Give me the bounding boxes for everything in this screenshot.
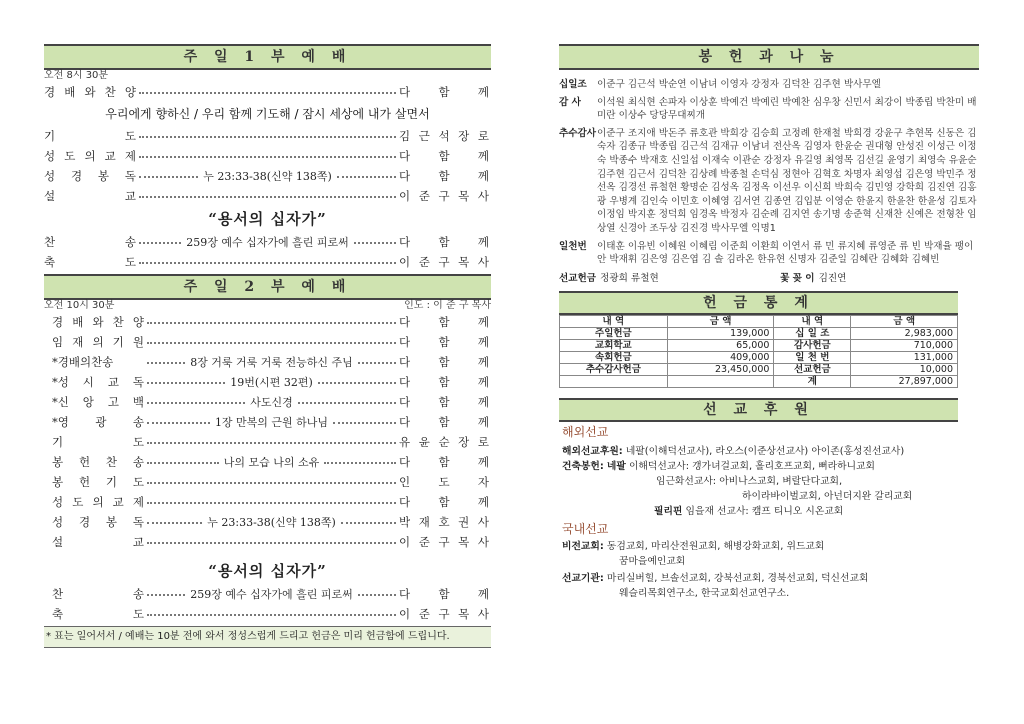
dot-leader: [147, 342, 396, 344]
offering-entry: [559, 78, 979, 92]
order-row: [52, 472, 491, 492]
offering-category: 십일조: [559, 79, 587, 90]
dot-leader: [337, 176, 396, 178]
order-row: [44, 82, 491, 102]
stats-cell: 65,000: [667, 339, 774, 351]
dot-leader: [147, 382, 225, 384]
stats-row: [560, 327, 958, 339]
order-label: 경 배 와 찬 양: [52, 315, 144, 329]
overseas-mission-heading: 해외선교: [562, 424, 609, 439]
order-row: [44, 146, 491, 166]
offering-header: 봉 헌 과 나 눔: [559, 44, 979, 70]
order-label: 설 교: [52, 535, 144, 549]
service2-leader: 인도 : 이 준 구 목사: [404, 300, 491, 311]
service2-sermon-title: “용서의 십자가”: [208, 562, 327, 580]
order-person: 다 함 께: [399, 375, 490, 389]
service1-order-c: [44, 232, 491, 272]
left-column: [44, 44, 491, 648]
service2-info: [44, 300, 491, 312]
dot-leader: [333, 422, 396, 424]
offering-names: 이석원 최식현 손파자 이상훈 박예건 박예린 박예찬 심우창 신민서 최강이 박종립 박찬미 배미란 이상수 당당무대찌개: [597, 96, 977, 122]
order-person: 이 준 구 목 사: [399, 535, 489, 549]
order-detail: 나의 모습 나의 소유: [223, 456, 320, 469]
stats-cell: 교회학교: [560, 339, 668, 351]
order-person: 다 함 께: [399, 355, 489, 369]
order-row: [52, 312, 491, 332]
dot-leader: [147, 542, 396, 544]
order-row: [52, 604, 491, 624]
order-label: 임 재 의 기 원: [52, 335, 144, 349]
offering-names: 이태훈 이유빈 이혜원 이혜림 이준희 이환희 이연서 류 민 류지혜 류영준 류 빈 박재율 팽이안 박재휘 김은영 김은엽 김 솔 김라온 한유현 신명자 김준일 김혜란 김혜화 김혜빈: [597, 240, 974, 266]
order-label: 성 경 봉 독: [52, 515, 144, 529]
order-label: *신 앙 고 백: [52, 395, 144, 409]
offering-category: 추수감사: [559, 127, 597, 139]
stats-cell: 710,000: [851, 339, 958, 351]
order-detail: 1장 만복의 근원 하나님: [214, 416, 329, 429]
order-row: [52, 372, 491, 392]
offering-category: 감 사: [559, 96, 581, 108]
dot-leader: [147, 594, 185, 596]
domestic-mission-heading: 국내선교: [562, 521, 609, 536]
service1-order-b: [44, 126, 491, 206]
dot-leader: [147, 502, 396, 504]
dot-leader: [318, 382, 396, 384]
order-person: 박 재 호 권 사: [399, 515, 489, 529]
dot-leader: [139, 92, 396, 94]
order-person: 다 함 께: [399, 149, 489, 163]
stats-row: [560, 363, 958, 375]
dot-leader: [147, 482, 396, 484]
dot-leader: [139, 136, 396, 138]
offering-extra: [559, 271, 979, 287]
dot-leader: [139, 196, 396, 198]
order-person: 다 함 께: [399, 235, 489, 249]
dot-leader: [139, 242, 181, 244]
order-detail: 사도신경: [250, 396, 293, 409]
stats-row: [560, 351, 958, 363]
order-label: *경배의찬송: [52, 355, 114, 369]
dot-leader: [298, 402, 396, 404]
building-dedication: 건축봉헌: 네팔 이해덕선교사: 갱가녀걸교회, 홀리호프교회, 뻐라하니교회: [562, 460, 875, 472]
order-person: 다 함 께: [399, 335, 489, 349]
order-label: 찬 송: [52, 587, 144, 601]
stats-cell: 10,000: [851, 363, 958, 375]
philippines-mission: 필리핀 임을재 선교사: 캠프 티니오 시온교회: [654, 505, 844, 517]
dot-leader: [324, 462, 396, 464]
stats-cell: 속회헌금: [560, 351, 668, 363]
order-row: [44, 126, 491, 146]
mission-agencies: 선교기관: 마리실버힐, 브솔선교회, 강북선교회, 경북선교회, 덕신선교회: [562, 572, 869, 584]
order-person: 다 함 께: [399, 415, 489, 429]
order-row: [52, 452, 491, 472]
dot-leader: [139, 176, 198, 178]
order-detail: 259장 예수 십자가에 흘린 피로써: [190, 588, 353, 601]
order-person: 다 함 께: [399, 587, 489, 601]
order-row: [52, 492, 491, 512]
stats-row: [560, 339, 958, 351]
order-person: 김 근 석 장 로: [399, 129, 489, 143]
dot-leader: [147, 402, 245, 404]
order-label: 찬 송: [44, 235, 136, 249]
order-label: 경 배 와 찬 양: [44, 85, 136, 99]
order-label: *영 광 송: [52, 415, 144, 429]
stats-cell: 23,450,000: [667, 363, 774, 375]
service2-order-b: [44, 584, 491, 624]
order-label: 봉 헌 기 도: [52, 475, 144, 489]
order-person: 다 함 께: [399, 495, 489, 509]
order-row: [52, 584, 491, 604]
order-row: [44, 186, 491, 206]
order-row: [52, 532, 491, 552]
order-label: 성 경 봉 독: [44, 169, 136, 183]
stats-cell: 감사헌금: [774, 339, 851, 351]
order-label: 성 도 의 교 제: [44, 149, 136, 163]
dot-leader: [147, 362, 185, 364]
stats-cell: 2,983,000: [851, 327, 958, 339]
order-label: 축 도: [44, 255, 136, 269]
order-person: 이 준 구 목 사: [399, 189, 489, 203]
stats-cell: 27,897,000: [851, 375, 958, 387]
order-row: [52, 412, 491, 432]
order-label: 기 도: [44, 129, 136, 143]
stats-cell: 일 천 번: [774, 351, 851, 363]
order-person: 유 윤 순 장 로: [399, 435, 489, 449]
offering-list: [559, 78, 979, 267]
stats-column-header: 금 액: [851, 315, 958, 327]
order-row: [44, 252, 491, 272]
order-person: 다 함 께: [399, 455, 489, 469]
offering-entry: [559, 127, 979, 236]
offering-names: 이준구 김근석 박순연 이남녀 이영자 강정자 김덕찬 김주현 박사무엘: [597, 79, 881, 90]
stats-cell: [560, 375, 668, 387]
order-detail: 19번(시편 32편): [230, 376, 313, 389]
missions-header: 선 교 후 원: [559, 398, 958, 422]
dot-leader: [147, 422, 210, 424]
order-person: 이 준 구 목 사: [399, 607, 489, 621]
stats-column-header: 금 액: [667, 315, 774, 327]
order-person: 이 준 구 목 사: [399, 255, 489, 269]
service1-order-a: [44, 82, 491, 102]
building-dedication-3: 하이라바이벌교회, 아넌더지완 갈리교회: [742, 490, 913, 502]
vision-churches: 비전교회: 동검교회, 마리산전원교회, 해병강화교회, 위드교회: [562, 540, 825, 552]
service1-praise-songs: 우리에게 향하신 / 우리 함께 기도해 / 잠시 세상에 내가 살면서: [105, 107, 430, 121]
stats-cell: 추수감사헌금: [560, 363, 668, 375]
order-label: 축 도: [52, 607, 144, 621]
mission-offering-label: 선교헌금: [559, 272, 597, 284]
service1-time: 오전 8시 30분: [44, 70, 109, 81]
dot-leader: [147, 614, 396, 616]
order-person: 인 도 자: [399, 475, 489, 489]
stats-cell: 139,000: [667, 327, 774, 339]
stats-column-header: 내 역: [560, 315, 668, 327]
order-person: 다 함 께: [399, 85, 489, 99]
order-row: [52, 392, 491, 412]
offering-category: 일천번: [559, 240, 587, 252]
stats-cell: [667, 375, 774, 387]
dot-leader: [147, 442, 396, 444]
flower-name: 김진연: [818, 272, 847, 284]
offering-entry: [559, 96, 979, 123]
stats-cell: 131,000: [851, 351, 958, 363]
order-detail: 259장 예수 십자가에 흘린 피로써: [186, 236, 349, 249]
dot-leader: [147, 522, 202, 524]
dot-leader: [147, 462, 219, 464]
dot-leader: [139, 262, 396, 264]
stats-cell: 십 일 조: [774, 327, 851, 339]
order-label: 봉 헌 찬 송: [52, 455, 144, 469]
dot-leader: [139, 156, 396, 158]
flower-label: 꽃 꽂 이: [780, 272, 815, 284]
order-detail: 누 23:33-38(신약 138쪽): [207, 516, 336, 529]
offering-names: 이준구 조지애 박돈주 류호관 박희강 김승희 고정례 한재철 박희경 강윤구 추현목 신동은 김숙자 김종규 박종립 김근석 김재규 이남녀 전산옥 김영자 한윤순 권대형 안성진 이성근 이정숙 박종수 박재호 신일섭 이재숙 이관순 강정자 유길영 최영목 김선길 윤영기 최영숙 유윤순 김주현 김근서 김덕찬 김상례 박종철 손덕심 정현아 김혁호 차명자 최영섭 김은영 박민주 정선옥 김경선 류철현 황명순 김성옥 김정옥 이선우 이신희 박희숙 김민영 강학희 김진연 김홍광 우병계 김인숙 이민호 이혜영 김서연 김종연 김입분 이영순 한윤지 한윤찬 한윤성 김토자 이정임 박지훈 정덕희 임경옥 박정자 김순례 김지연 송기명 송준혁 신재찬 신예은 전형찬 임상열 신경아 조두상 김진경 박사무엘 익명1: [597, 127, 977, 234]
stats-cell: 주일헌금: [560, 327, 668, 339]
order-row: [52, 352, 491, 372]
vision-churches-2: 꿈마을예인교회: [619, 555, 686, 567]
stats-cell: 409,000: [667, 351, 774, 363]
mission-offering-names: 정광희 류철현: [600, 272, 659, 284]
stats-header: 헌 금 통 계: [559, 291, 958, 315]
order-detail: 8장 거룩 거룩 거룩 전능하신 주님: [190, 356, 353, 369]
service2-header: 주 일 2 부 예 배: [44, 274, 491, 300]
mission-agencies-2: 웨슬리목회연구소, 한국교회선교연구소.: [619, 587, 790, 599]
order-row: [52, 332, 491, 352]
order-detail: 누 23:33-38(신약 138쪽): [203, 170, 332, 183]
dot-leader: [358, 362, 396, 364]
stats-row: [560, 375, 958, 387]
dot-leader: [341, 522, 396, 524]
service1-sermon-title: “용서의 십자가”: [208, 210, 327, 228]
order-label: *성 시 교 독: [52, 375, 144, 389]
service2-order-a: [44, 312, 491, 552]
order-person: 다 함 께: [399, 315, 489, 329]
dot-leader: [354, 242, 396, 244]
order-person: 다 함 께: [399, 169, 489, 183]
order-label: 성 도 의 교 제: [52, 495, 144, 509]
offering-entry: [559, 240, 979, 267]
offering-stats-table: [559, 315, 958, 388]
right-column: [559, 44, 979, 601]
order-row: [44, 232, 491, 252]
stats-cell: 계: [774, 375, 851, 387]
dot-leader: [358, 594, 396, 596]
order-label: 설 교: [44, 189, 136, 203]
order-row: [52, 432, 491, 452]
order-row: [52, 512, 491, 532]
dot-leader: [147, 322, 396, 324]
stats-column-header: 내 역: [774, 315, 851, 327]
overseas-support: 해외선교후원: 네팔(이해덕선교사), 라오스(이준상선교사) 아이존(홍성진선교사): [562, 445, 905, 457]
service2-time: 오전 10시 30분: [44, 300, 115, 311]
order-person: 다 함 께: [399, 395, 490, 409]
order-label: 기 도: [52, 435, 144, 449]
service-note: * 표는 일어서서 / 예배는 10분 전에 와서 정성스럽게 드리고 헌금은 미리 헌금함에 드립니다.: [44, 626, 491, 648]
building-dedication-2: 임근화선교사: 아비나스교회, 벼랄단다교회,: [656, 475, 843, 487]
order-row: [44, 166, 491, 186]
service1-header: 주 일 1 부 예 배: [44, 44, 491, 70]
stats-cell: 선교헌금: [774, 363, 851, 375]
